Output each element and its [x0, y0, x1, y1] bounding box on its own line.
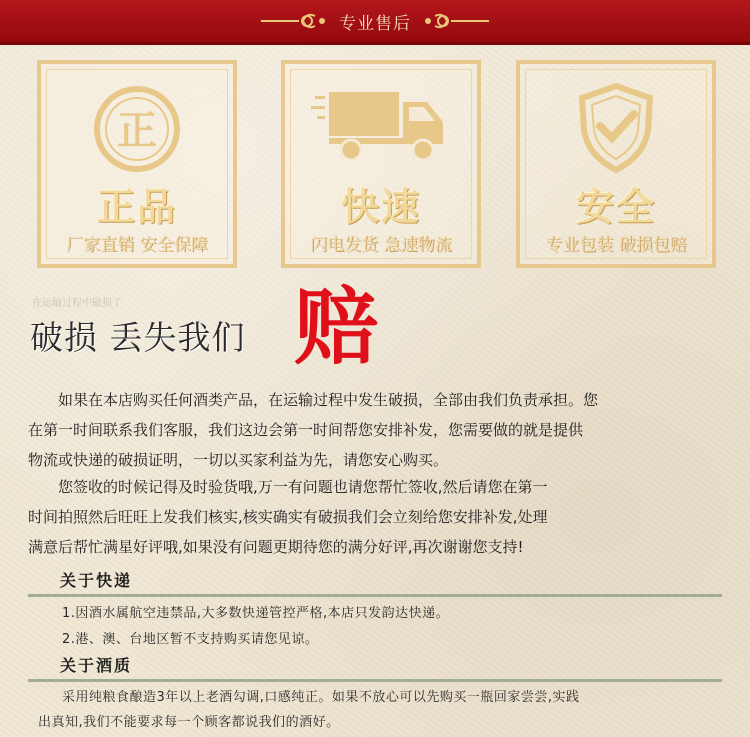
section-divider [28, 679, 722, 682]
liquor-section-header [28, 653, 722, 682]
section-title: 关于酒质 [60, 656, 133, 675]
left-ornament-icon [259, 10, 329, 32]
truck-icon [311, 88, 451, 168]
feature-subtitle: 闪电发货 急速物流 [310, 235, 452, 255]
section-title: 关于快递 [60, 571, 133, 590]
zheng-seal-icon [92, 84, 182, 174]
faint-caption: 在运输过程中破损了 [32, 298, 122, 309]
inspection-paragraph [28, 472, 724, 562]
express-item: 1.因酒水属航空违禁品,大多数快递管控严格,本店只发韵达快递。 [62, 606, 450, 621]
liquor-line: 出真知,我们不能要求每一个顾客都说我们的酒好。 [38, 715, 340, 730]
right-ornament-icon [421, 10, 491, 32]
svg-text:正: 正 [117, 108, 157, 154]
express-section-header [28, 568, 722, 597]
feature-card-safe [516, 60, 716, 268]
paragraph-line: 满意后帮忙满星好评哦,如果没有问题更期待您的满分好评,再次谢谢您支持! [28, 538, 524, 556]
paragraph-line: 您签收的时候记得及时验货哦,万一有问题也请您帮忙签收,然后请您在第一 [58, 478, 548, 496]
damage-policy-paragraph [28, 385, 724, 475]
header-title: 专业售后 [339, 13, 411, 34]
feature-subtitle: 厂家直销 安全保障 [66, 235, 208, 255]
paragraph-line: 时间拍照然后旺旺上发我们核实,核实确实有破损我们会立刻给您安排补发,处理 [28, 508, 548, 526]
feature-card-genuine [37, 60, 237, 268]
shield-check-icon [576, 82, 656, 174]
guarantee-headline: 破损 丢失我们 [30, 318, 246, 357]
express-item: 2.港、澳、台地区暂不支持购买请您见谅。 [62, 632, 319, 647]
header-banner [0, 0, 750, 45]
liquor-line: 采用纯粮食酿造3年以上老酒勾调,口感纯正。如果不放心可以先购买一瓶回家尝尝,实践 [62, 690, 580, 705]
feature-title: 快速 [340, 185, 421, 229]
compensate-highlight: 赔 [294, 277, 379, 376]
paragraph-line: 如果在本店购买任何酒类产品，在运输过程中发生破损，全部由我们负责承担。您 [58, 391, 599, 409]
feature-card-fast [281, 60, 481, 268]
feature-title: 正品 [96, 185, 177, 229]
section-divider [28, 594, 722, 597]
paragraph-line: 在第一时间联系我们客服，我们这边会第一时间帮您安排补发，您需要做的就是提供 [28, 421, 584, 439]
paragraph-line: 物流或快递的破损证明，一切以买家利益为先，请您安心购买。 [28, 451, 449, 469]
feature-subtitle: 专业包装 破损包赔 [545, 235, 687, 255]
feature-title: 安全 [575, 185, 656, 229]
